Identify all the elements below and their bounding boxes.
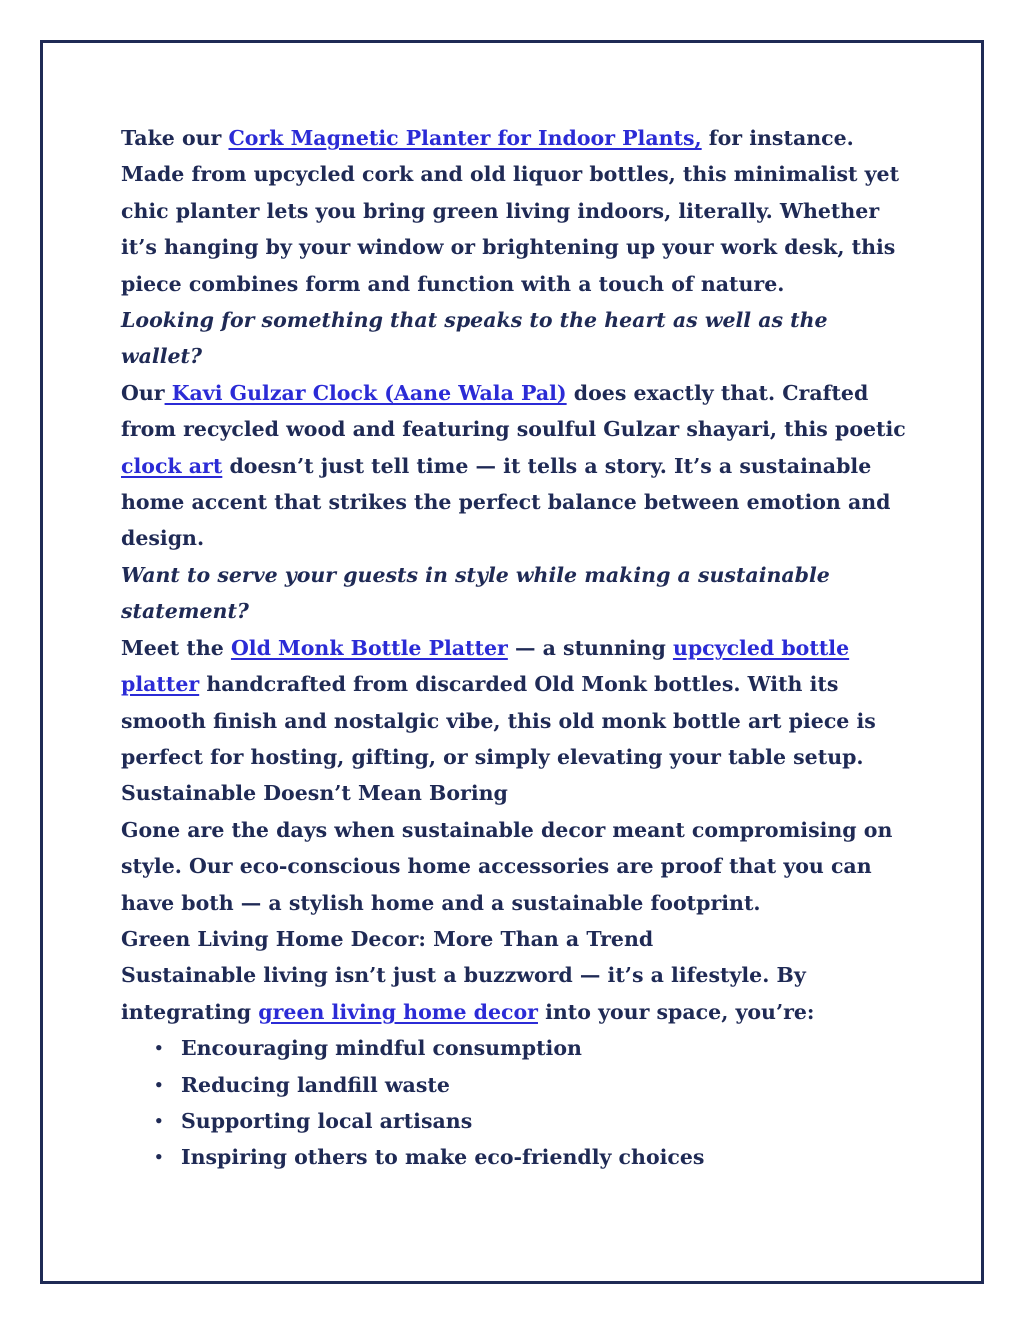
link-clock-art[interactable]: clock art: [121, 453, 223, 478]
benefits-list: [121, 1030, 911, 1176]
text: does exactly that. Crafted from recycled wood and featuring soulful Gulzar shayari, this poetic: [121, 380, 906, 442]
document-body: [121, 120, 911, 1176]
text: Our: [121, 380, 165, 405]
link-green-living-home-decor[interactable]: green living home decor: [258, 999, 538, 1024]
list-item: • Inspiring others to make eco-friendly choices: [181, 1139, 911, 1175]
text: for instance. Made from upcycled cork and old liquor bottles, this minimalist yet chic planter lets you bring green living indoors, literally. Whether it’s hanging by your window or brightening up your work desk, this piece combines form and function with a touch of nature.: [121, 126, 900, 296]
text: — a stunning: [507, 635, 673, 660]
text: doesn’t just tell time — it tells a story. It’s a sustainable home accent that strikes the perfect balance between emotion and design.: [121, 453, 891, 551]
heading-sustainable-not-boring: Sustainable Doesn’t Mean Boring: [121, 781, 508, 806]
list-item: • Reducing landfill waste: [181, 1067, 911, 1103]
paragraph-cork-planter: [121, 120, 911, 302]
link-old-monk-bottle-platter[interactable]: Old Monk Bottle Platter: [230, 635, 508, 660]
text: Meet the: [121, 635, 231, 660]
link-upcycled-bottle-platter[interactable]: upcycled bottle platter: [121, 635, 850, 697]
paragraph-old-monk-platter: [121, 630, 911, 776]
text: into your space, you’re:: [537, 999, 815, 1024]
text: Sustainable living isn’t just a buzzword — it’s a lifestyle. By integrating: [121, 963, 806, 1024]
question-heart-wallet: Looking for something that speaks to the heart as well as the wallet?: [121, 308, 828, 369]
list-item: • Supporting local artisans: [181, 1103, 911, 1139]
paragraph-lifestyle: [121, 957, 911, 1030]
link-kavi-gulzar-clock[interactable]: Kavi Gulzar Clock (Aane Wala Pal): [164, 380, 567, 405]
paragraph-gulzar-clock: [121, 375, 911, 557]
link-cork-magnetic-planter[interactable]: Cork Magnetic Planter for Indoor Plants,: [228, 126, 702, 150]
list-item: • Encouraging mindful consumption: [181, 1030, 911, 1066]
question-serve-guests: Want to serve your guests in style while making a sustainable statement?: [121, 562, 830, 624]
paragraph-eco-conscious: Gone are the days when sustainable decor meant compromising on style. Our eco-conscious home accessories are proof that you can have both — a stylish home and a sustainable footprint.: [121, 817, 893, 915]
text: handcrafted from discarded Old Monk bottles. With its smooth finish and nostalgic vibe, this old monk bottle art piece is perfect for hosting, gifting, or simply elevating your table setup.: [121, 672, 876, 769]
heading-green-living: Green Living Home Decor: More Than a Trend: [121, 926, 654, 951]
text: Take our: [121, 126, 229, 150]
